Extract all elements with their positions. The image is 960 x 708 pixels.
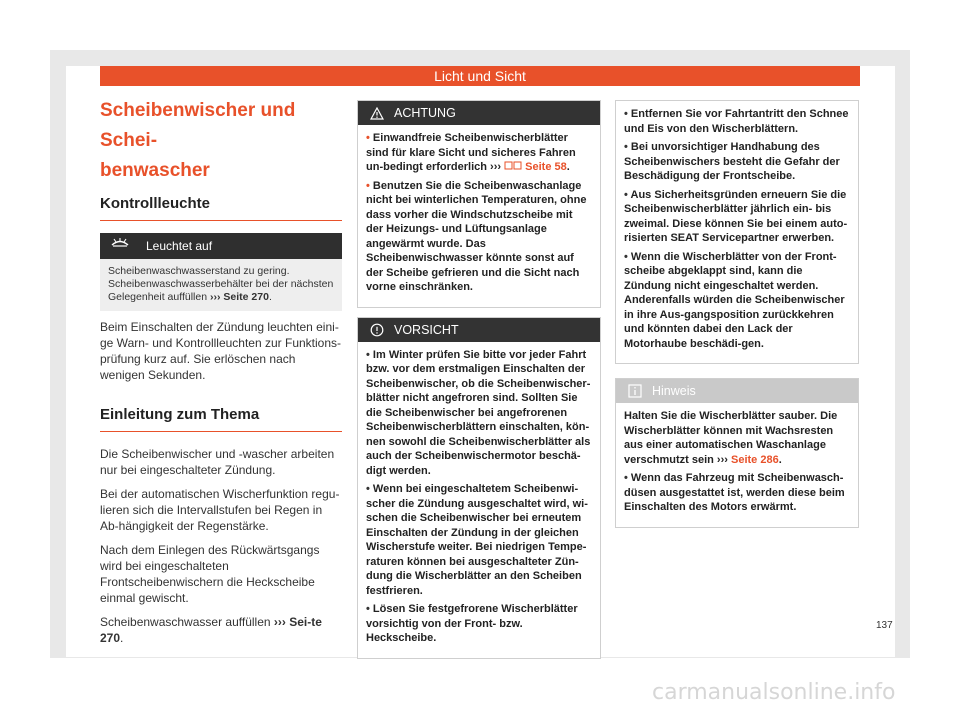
indicator-text-3a: Gelegenheit auffüllen [108, 291, 208, 303]
hinweis-paragraph-1 [624, 409, 850, 467]
continued-body [616, 101, 858, 363]
vorsicht-bullet-2-text: Wenn bei eingeschaltetem Scheibenwi-scher die Zündung ausgeschaltet wird, wi-schen die Scheibenwischer bei erneutem Einschalten der Zündung in der gleichen Wischerstufe weiter. Bei niedrigen Tempe-raturen können bei ausgeschalteter Zün-dung die Wischerblätter an den Scheiben festfrieren. [366, 483, 588, 597]
vorsicht-bullet-1: • Im Winter prüfen Sie bitte vor jeder Fahrt bzw. vor dem erstmaligen Einschalten der Scheibenwischer, ob die Scheibenwischer-blätter nicht angefroren sind. Sollten Sie die Scheibenwischer bei angefrorenen Scheibenwischerblättern einschalten, kön-nen sowohl die Scheibenwischerblätter als auch der Scheibenwischermotor beschä-digt werden. [366, 348, 591, 477]
achtung-box [357, 100, 601, 308]
vorsicht-bullet-1-text: Im Winter prüfen Sie bitte vor jeder Fahrt bzw. vor dem erstmaligen Einschalten der Scheibenwischer, ob die Scheibenwischer-blätter nicht angefroren sind. Sollten Sie die Scheibenwischer bei angefrorenen Scheibenwischerblättern einschalten, kön-nen sowohl die Scheibenwischerblätter als auch der Scheibenwischermotor beschä-digt werden. [366, 348, 591, 477]
indicator-description [100, 259, 342, 311]
continued-bullet-1-text: Entfernen Sie vor Fahrtantritt den Schnee und Eis von den Wischerblättern. [624, 108, 849, 135]
paragraph-rueckwaerts: Nach dem Einlegen des Rückwärtsgangs wird bei eingeschalteten Frontscheibenwischern die Heckscheibe einmal gewischt. [100, 543, 320, 605]
achtung-bullet-1: • Einwandfreie Scheibenwischerblätter sind für klare Sicht und sicheres Fahren un-bedingt erforderlich ››› Seite 58. [366, 132, 576, 173]
section-header: Licht und Sicht [100, 66, 860, 86]
washer-fluid-warning-icon [110, 233, 132, 259]
hinweis-label: Hinweis [652, 384, 696, 398]
continued-bullet-2-text: Bei unvorsichtiger Handhabung des Scheibenwischers besteht die Gefahr der Beschädigung der Frontscheibe. [624, 141, 840, 182]
warning-triangle-icon [370, 107, 386, 120]
page-number: 137 [876, 620, 893, 631]
achtung-page-link[interactable]: Seite 58 [525, 161, 567, 173]
paragraph-auffuellen [100, 614, 342, 646]
indicator-text-1: Scheibenwaschwasserstand zu gering. [108, 265, 290, 277]
right-column [615, 100, 859, 528]
continued-bullet-4-text: Wenn die Wischerblätter von der Front-scheibe abgeklappt sind, kann die Zündung nicht eingeschaltet werden. Anderenfalls würden die Scheibenwischer in ihre Aus-gangsposition zurückkehren und könnten dabei den Lack der Motorhaube beschädi-gen. [624, 250, 845, 350]
hinweis-paragraph-1-text: Halten Sie die Wischerblätter sauber. Die Wischerblätter können mit Wachsresten aus einer automatischen Waschanlage verschmutzt sein ››› [624, 410, 838, 466]
hinweis-bullet-1-text: Wenn das Fahrzeug mit Scheibenwasch-düsen ausgestattet ist, werden diese beim Einschalten des Motors erwärmt. [624, 472, 845, 513]
page-title [100, 96, 342, 186]
watermark: carmanualsonline.info [652, 680, 896, 705]
auffuellen-page-link[interactable]: ››› Sei-te 270 [100, 615, 322, 645]
continued-bullet-3-text: Aus Sicherheitsgründen erneuern Sie die Scheibenwischerblätter jährlich ein- bis zweimal. Diese können Sie bei einem auto-risierten SEAT Servicepartner erwerben. [624, 188, 848, 244]
paragraph-automatik: Bei der automatischen Wischerfunktion regu-lieren sich die Intervallstufen bei Regen in Ab-hängigkeit der Regenstärke. [100, 487, 340, 533]
vorsicht-header [358, 318, 600, 342]
continued-bullet-1: • Entfernen Sie vor Fahrtantritt den Schnee und Eis von den Wischerblättern. [624, 108, 849, 135]
hinweis-header [616, 379, 858, 403]
hinweis-body [616, 403, 858, 527]
achtung-label: ACHTUNG [394, 106, 456, 120]
achtung-bullet-1-end: . [566, 161, 570, 173]
info-circle-icon [370, 323, 386, 337]
achtung-body [358, 125, 600, 307]
continued-bullet-2: • Bei unvorsichtiger Handhabung des Scheibenwischers besteht die Gefahr der Beschädigung der Frontscheibe. [624, 141, 840, 182]
intro-heading: Einleitung zum Thema [100, 405, 342, 432]
vorsicht-label: VORSICHT [394, 322, 459, 337]
vorsicht-bullet-3-text: Lösen Sie festgefrorene Wischerblätter vorsichtig von der Front- bzw. Heckscheibe. [366, 603, 578, 644]
hinweis-page-link[interactable]: Seite 286 [730, 453, 779, 466]
indicator-text-3 [108, 291, 334, 304]
achtung-bullet-2-text: Benutzen Sie die Scheibenwaschanlage nicht bei winterlichen Temperaturen, ohne dass vorher die Windschutzscheibe mit der Heizungs- und Lüftungsanlage angewärmt wurde. Das Scheibenwischwasser könnte sonst auf der Scheibe gefrieren und die Sicht nach vorne einschränken. [366, 179, 587, 293]
achtung-header [358, 101, 600, 125]
vorsicht-bullet-3: • Lösen Sie festgefrorene Wischerblätter vorsichtig von der Front- bzw. Heckscheibe. [366, 603, 578, 644]
info-square-icon [628, 384, 644, 398]
hinweis-paragraph-1-end: . [778, 453, 782, 466]
auffuellen-end: . [120, 631, 124, 645]
vorsicht-bullet-2: • Wenn bei eingeschaltetem Scheibenwi-scher die Zündung ausgeschaltet wird, wi-schen die Scheibenwischer bei erneutem Einschalten der Zündung in der gleichen Wischerstufe weiter. Bei niedrigen Tempe-raturen können bei ausgeschalteter Zün-dung die Wischerblätter an den Scheiben festfrieren. [366, 483, 588, 597]
book-reference-icon [504, 161, 522, 173]
title-line-2: benwascher [100, 160, 210, 181]
indicator-page-link[interactable]: ››› Seite 270 [209, 291, 269, 303]
achtung-bullet-1-text: Einwandfreie Scheibenwischerblätter sind für klare Sicht und sicheres Fahren un-bedingt erforderlich ››› [366, 132, 576, 173]
continued-bullet-4: • Wenn die Wischerblätter von der Front-scheibe abgeklappt sind, kann die Zündung nicht eingeschaltet werden. Anderenfalls würden die Scheibenwischer in ihre Aus-gangsposition zurückkehren und könnten dabei den Lack der Motorhaube beschädi-gen. [624, 250, 845, 350]
middle-column [357, 100, 601, 659]
kontroll-heading: Kontrollleuchte [100, 194, 342, 221]
indicator-bar [100, 233, 342, 259]
indicator-bar-label: Leuchtet auf [146, 239, 213, 253]
hinweis-bullet-1: • Wenn das Fahrzeug mit Scheibenwasch-düsen ausgestattet ist, werden diese beim Einschalten des Motors erwärmt. [624, 472, 845, 513]
title-line-1: Scheibenwischer und Schei- [100, 100, 296, 151]
paragraph-zuendung: Beim Einschalten der Zündung leuchten eini-ge Warn- und Kontrollleuchten zur Funktions-prüfung kurz auf. Sie erlöschen nach wenigen Sekunden. [100, 320, 342, 382]
achtung-bullet-2: • Benutzen Sie die Scheibenwaschanlage nicht bei winterlichen Temperaturen, ohne dass vorher die Windschutzscheibe mit der Heizungs- und Lüftungsanlage angewärmt wurde. Das Scheibenwischwasser könnte sonst auf der Scheibe gefrieren und die Sicht nach vorne einschränken. [366, 179, 587, 293]
paragraph-wischer: Die Scheibenwischer und -wascher arbeiten nur bei eingeschalteter Zündung. [100, 447, 335, 477]
vorsicht-box [357, 317, 601, 659]
hinweis-box [615, 378, 859, 528]
left-column [100, 96, 342, 646]
indicator-text-2: Scheibenwaschwasserbehälter bei der nächsten [108, 278, 334, 290]
auffuellen-text: Scheibenwaschwasser auffüllen [100, 615, 271, 629]
indicator-text-end: . [268, 291, 272, 303]
vorsicht-body [358, 342, 600, 658]
continued-bullet-3: • Aus Sicherheitsgründen erneuern Sie die Scheibenwischerblätter jährlich ein- bis zweimal. Diese können Sie bei einem auto-risierten SEAT Servicepartner erwerben. [624, 188, 848, 244]
continued-box [615, 100, 859, 364]
